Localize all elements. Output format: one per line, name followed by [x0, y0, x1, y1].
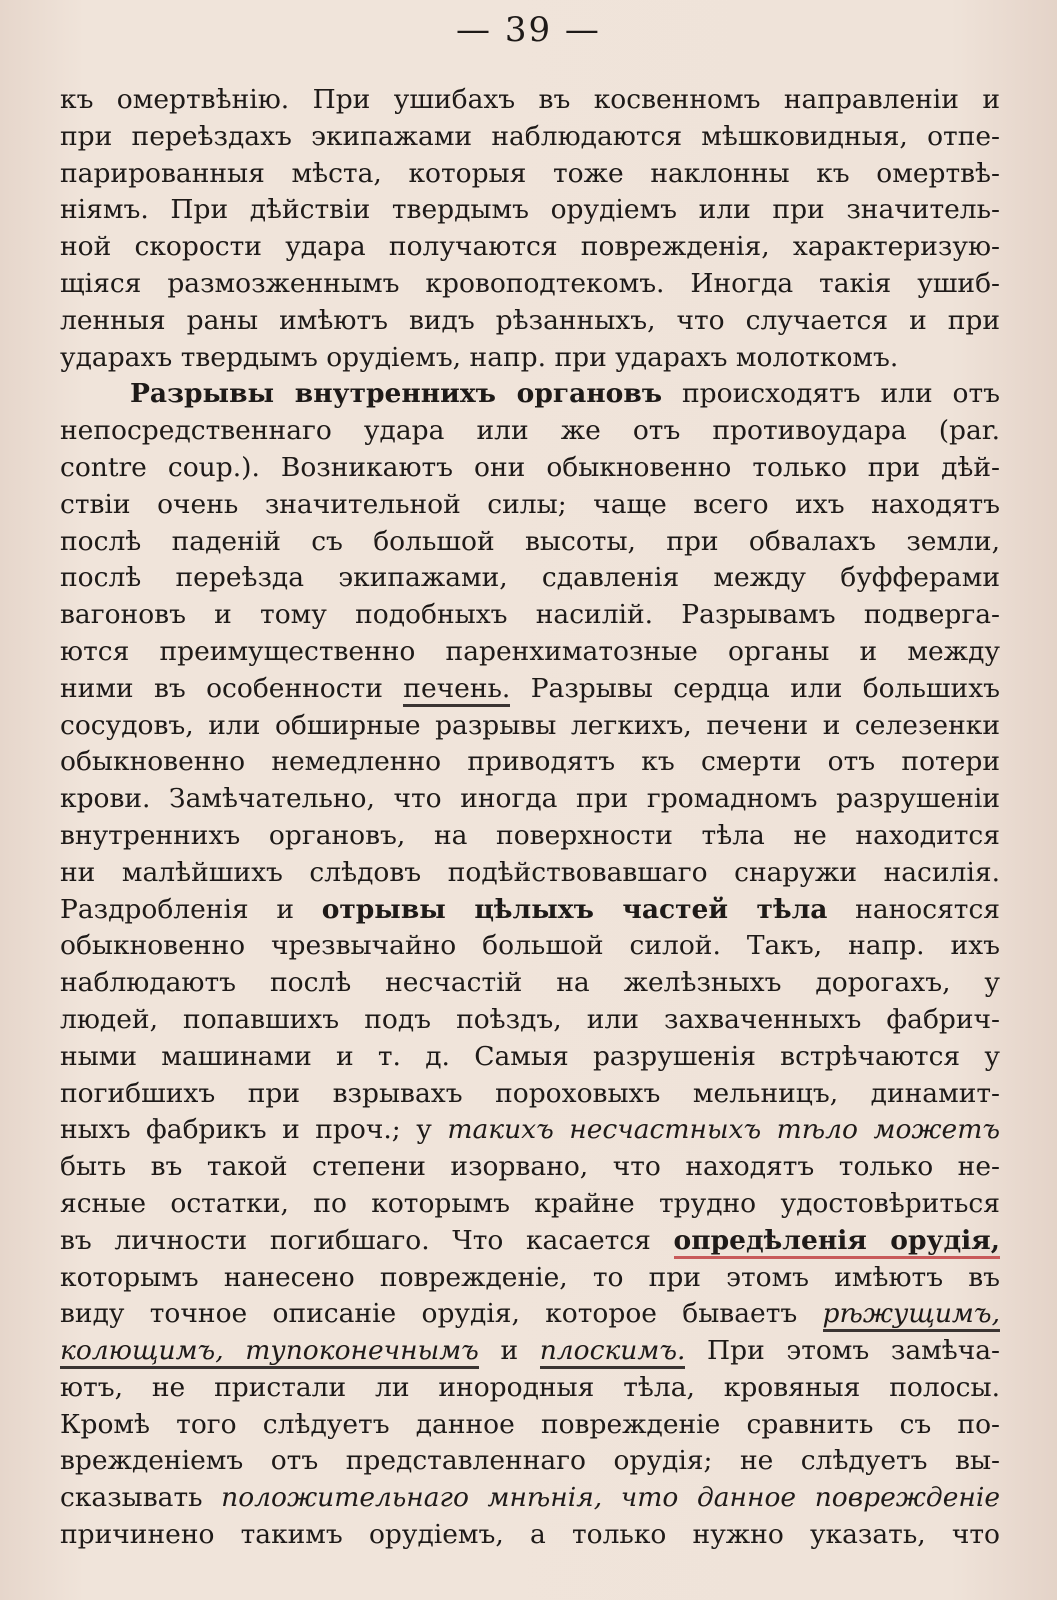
- text-line: ясные остатки, по которымъ крайне трудно удостовѣриться: [60, 1187, 1000, 1219]
- text-line: сосудовъ, или обширные разрывы легкихъ, печени и селезенки: [60, 709, 1000, 741]
- text-span: и: [478, 1335, 540, 1367]
- text-line: врежденіемъ отъ представленнаго орудія; не слѣдуетъ вы-: [60, 1445, 1000, 1477]
- italic-span: положительнаго мнѣнія, что данное поврежденіе: [221, 1482, 1000, 1514]
- text-line: [60, 1296, 1000, 1333]
- text-line: парированныя мѣста, которыя тоже наклонны къ омертвѣ-: [60, 157, 1000, 189]
- text-span: въ личности погибшаго. Что касается: [60, 1224, 674, 1256]
- underlined-word-liver: печень.: [403, 673, 510, 707]
- text-line: [60, 1333, 1000, 1370]
- text-line: къ омертвѣнію. При ушибахъ въ косвенномъ направленіи и: [60, 84, 1000, 115]
- text-line: послѣ паденій съ большой высоты, при обвалахъ земли,: [60, 525, 1000, 557]
- bold-heading-body-parts: отрывы цѣлыхъ частей тѣла: [321, 893, 828, 925]
- text-line: вагоновъ и тому подобныхъ насилій. Разрывамъ подверга-: [60, 599, 1000, 631]
- text-line: быть въ такой степени изорвано, что находятъ только не-: [60, 1151, 1000, 1183]
- body-text: [60, 82, 1000, 1554]
- italic-underlined-flat: плоскимъ.: [540, 1335, 686, 1369]
- text-line: [60, 1480, 1000, 1517]
- text-span: При этомъ замѣча-: [685, 1335, 1000, 1367]
- text-line: ствіи очень значительной силы; чаще всего ихъ находятъ: [60, 488, 1000, 520]
- text-line: послѣ переѣзда экипажами, сдавленія между буфферами: [60, 562, 1000, 594]
- text-line: обыкновенно чрезвычайно большой силой. Такъ, напр. ихъ: [60, 930, 1000, 962]
- text-line: обыкновенно немедленно приводятъ къ смерти отъ потери: [60, 746, 1000, 778]
- text-line: Кромѣ того слѣдуетъ данное поврежденіе сравнить съ по-: [60, 1408, 1000, 1440]
- text-line: крови. Замѣчательно, что иногда при громадномъ разрушеніи: [60, 783, 1000, 815]
- text-line: которымъ нанесено поврежденіе, то при этомъ имѣютъ въ: [60, 1261, 1000, 1293]
- text-span: Раздробленія и: [60, 893, 322, 925]
- bold-heading-weapon: опредѣленія орудія,: [674, 1225, 1000, 1259]
- text-line: щіяся размозженнымъ кровоподтекомъ. Иногда такія ушиб-: [60, 267, 1000, 299]
- page-number: — 39 —: [456, 10, 601, 50]
- italic-underlined-piercing: колющимъ, тупоконечнымъ: [60, 1335, 479, 1369]
- text-line: внутреннихъ органовъ, на поверхности тѣла не находится: [60, 819, 1000, 851]
- text-span: виду точное описаніе орудія, которое бываетъ: [60, 1298, 823, 1330]
- text-span: наносятся: [827, 893, 1000, 925]
- text-line: наблюдаютъ послѣ несчастій на желѣзныхъ дорогахъ, у: [60, 967, 1000, 999]
- text-line: ются преимущественно паренхиматозные органы и между: [60, 635, 1000, 667]
- text-line: contre coup.). Возникаютъ они обыкновенно только при дѣй-: [60, 451, 1000, 483]
- italic-span: такихъ несчастныхъ тѣло можетъ: [447, 1114, 1000, 1146]
- bold-heading-internal-organs: Разрывы внутреннихъ органовъ: [130, 378, 663, 410]
- text-line: людей, попавшихъ подъ поѣздъ, или захваченныхъ фабрич-: [60, 1003, 1000, 1035]
- text-line: ленныя раны имѣютъ видъ рѣзанныхъ, что случается и при: [60, 304, 1000, 336]
- text-span: происходятъ или отъ: [662, 378, 1000, 410]
- text-line: [60, 1223, 1000, 1260]
- text-span: сказывать: [60, 1482, 222, 1514]
- text-line: ными машинами и т. д. Самыя разрушенія встрѣчаются у: [60, 1040, 1000, 1072]
- text-line: причинено такимъ орудіемъ, а только нужно указать, что: [60, 1519, 1000, 1551]
- text-line: ніямъ. При дѣйствіи твердымъ орудіемъ или при значитель-: [60, 194, 1000, 226]
- text-line: [60, 376, 1000, 413]
- text-span: Разрывы сердца или большихъ: [510, 672, 1000, 704]
- text-line: ни малѣйшихъ слѣдовъ подѣйствовавшаго снаружи насилія.: [60, 856, 1000, 888]
- text-span: ними въ особенности: [60, 672, 404, 704]
- text-line: ной скорости удара получаются поврежденія, характеризую-: [60, 231, 1000, 263]
- text-line: [60, 1112, 1000, 1149]
- text-line: непосредственнаго удара или же отъ противоудара (par.: [60, 415, 1000, 447]
- text-line: погибшихъ при взрывахъ пороховыхъ мельницъ, динамит-: [60, 1077, 1000, 1109]
- text-span: ныхъ фабрикъ и проч.; у: [60, 1114, 448, 1146]
- text-line: при переѣздахъ экипажами наблюдаются мѣшковидныя, отпе-: [60, 120, 1000, 152]
- text-line: ударахъ твердымъ орудіемъ, напр. при ударахъ молоткомъ.: [60, 341, 899, 373]
- italic-underlined-cutting: рѣжущимъ,: [823, 1298, 1001, 1332]
- text-line: ютъ, не пристали ли инородныя тѣла, кровяныя полосы.: [60, 1371, 1000, 1403]
- text-line: [60, 671, 1000, 708]
- text-line: [60, 892, 1000, 929]
